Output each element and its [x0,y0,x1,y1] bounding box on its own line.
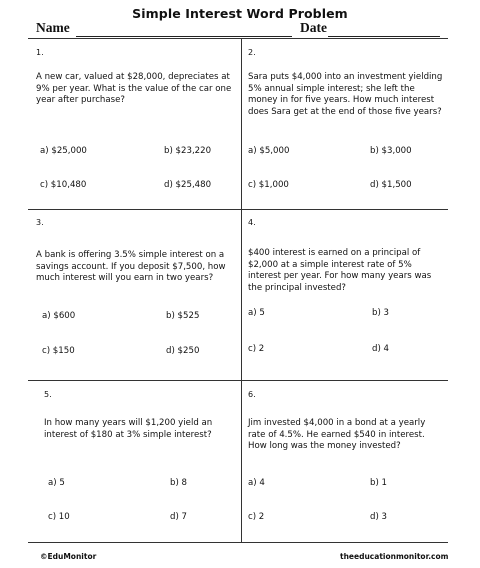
question-4-text: $400 interest is earned on a principal of $2,000 at a simple interest rate of 5% interest per year. For how many years was the principal invested? [248,248,432,293]
question-5-option-a[interactable]: a) 5 [48,478,65,488]
question-6-option-a[interactable]: a) 4 [248,478,265,488]
question-4-option-b[interactable]: b) 3 [372,308,390,318]
name-line [76,36,292,37]
question-4-option-c[interactable]: c) 2 [248,344,265,354]
question-6-option-c[interactable]: c) 2 [248,512,265,522]
question-4-option-a[interactable]: a) 5 [248,308,265,318]
question-1-number: 1. [36,48,44,57]
question-5-option-b[interactable]: b) 8 [170,478,188,488]
grid-row-divider-2 [28,380,448,381]
question-4-number: 4. [248,218,256,227]
question-3-option-c[interactable]: c) $150 [42,346,75,356]
grid-bottom-line [28,542,448,543]
question-2-option-a[interactable]: a) $5,000 [248,146,290,156]
question-3-option-a[interactable]: a) $600 [42,311,76,321]
question-2-option-b[interactable]: b) $3,000 [370,146,412,156]
question-5-text: In how many years will $1,200 yield an interest of $180 at 3% simple interest? [44,418,213,440]
question-1-option-d[interactable]: d) $25,480 [164,180,212,190]
question-5-option-d[interactable]: d) 7 [170,512,188,522]
date-label: Date [300,20,327,35]
question-6-text: Jim invested $4,000 in a bond at a yearly rate of 4.5%. He earned $540 in interest. How long was the money invested? [248,418,426,452]
question-2-option-d[interactable]: d) $1,500 [370,180,412,190]
question-1-option-c[interactable]: c) $10,480 [40,180,87,190]
name-label: Name [36,20,70,35]
footer-brand: ©EduMonitor [40,552,97,561]
question-3-text: A bank is offering 3.5% simple interest on a savings account. If you deposit $7,500, how much interest will you earn in two years? [36,250,226,284]
question-2-option-c[interactable]: c) $1,000 [248,180,289,190]
worksheet-title: Simple Interest Word Problem [132,6,348,21]
date-line [328,36,440,37]
question-6-option-b[interactable]: b) 1 [370,478,388,488]
question-1-option-b[interactable]: b) $23,220 [164,146,212,156]
question-2-text: Sara puts $4,000 into an investment yielding 5% annual simple interest; she left the money in for five years. How much interest does Sara get at the end of those five years? [248,72,443,117]
footer-website: theeducationmonitor.com [340,552,449,561]
question-1-option-a[interactable]: a) $25,000 [40,146,87,156]
question-6-number: 6. [248,390,256,399]
question-2-number: 2. [248,48,256,57]
question-6-option-d[interactable]: d) 3 [370,512,388,522]
grid-column-divider [241,38,242,542]
question-5-option-c[interactable]: c) 10 [48,512,70,522]
question-4-option-d[interactable]: d) 4 [372,344,390,354]
grid-row-divider-1 [28,209,448,210]
question-5-number: 5. [44,390,52,399]
question-3-option-b[interactable]: b) $525 [166,311,200,321]
question-1-text: A new car, valued at $28,000, depreciates at 9% per year. What is the value of the car one year after purchase? [36,72,232,106]
question-3-option-d[interactable]: d) $250 [166,346,200,356]
question-3-number: 3. [36,218,44,227]
grid-top-line [28,38,448,39]
